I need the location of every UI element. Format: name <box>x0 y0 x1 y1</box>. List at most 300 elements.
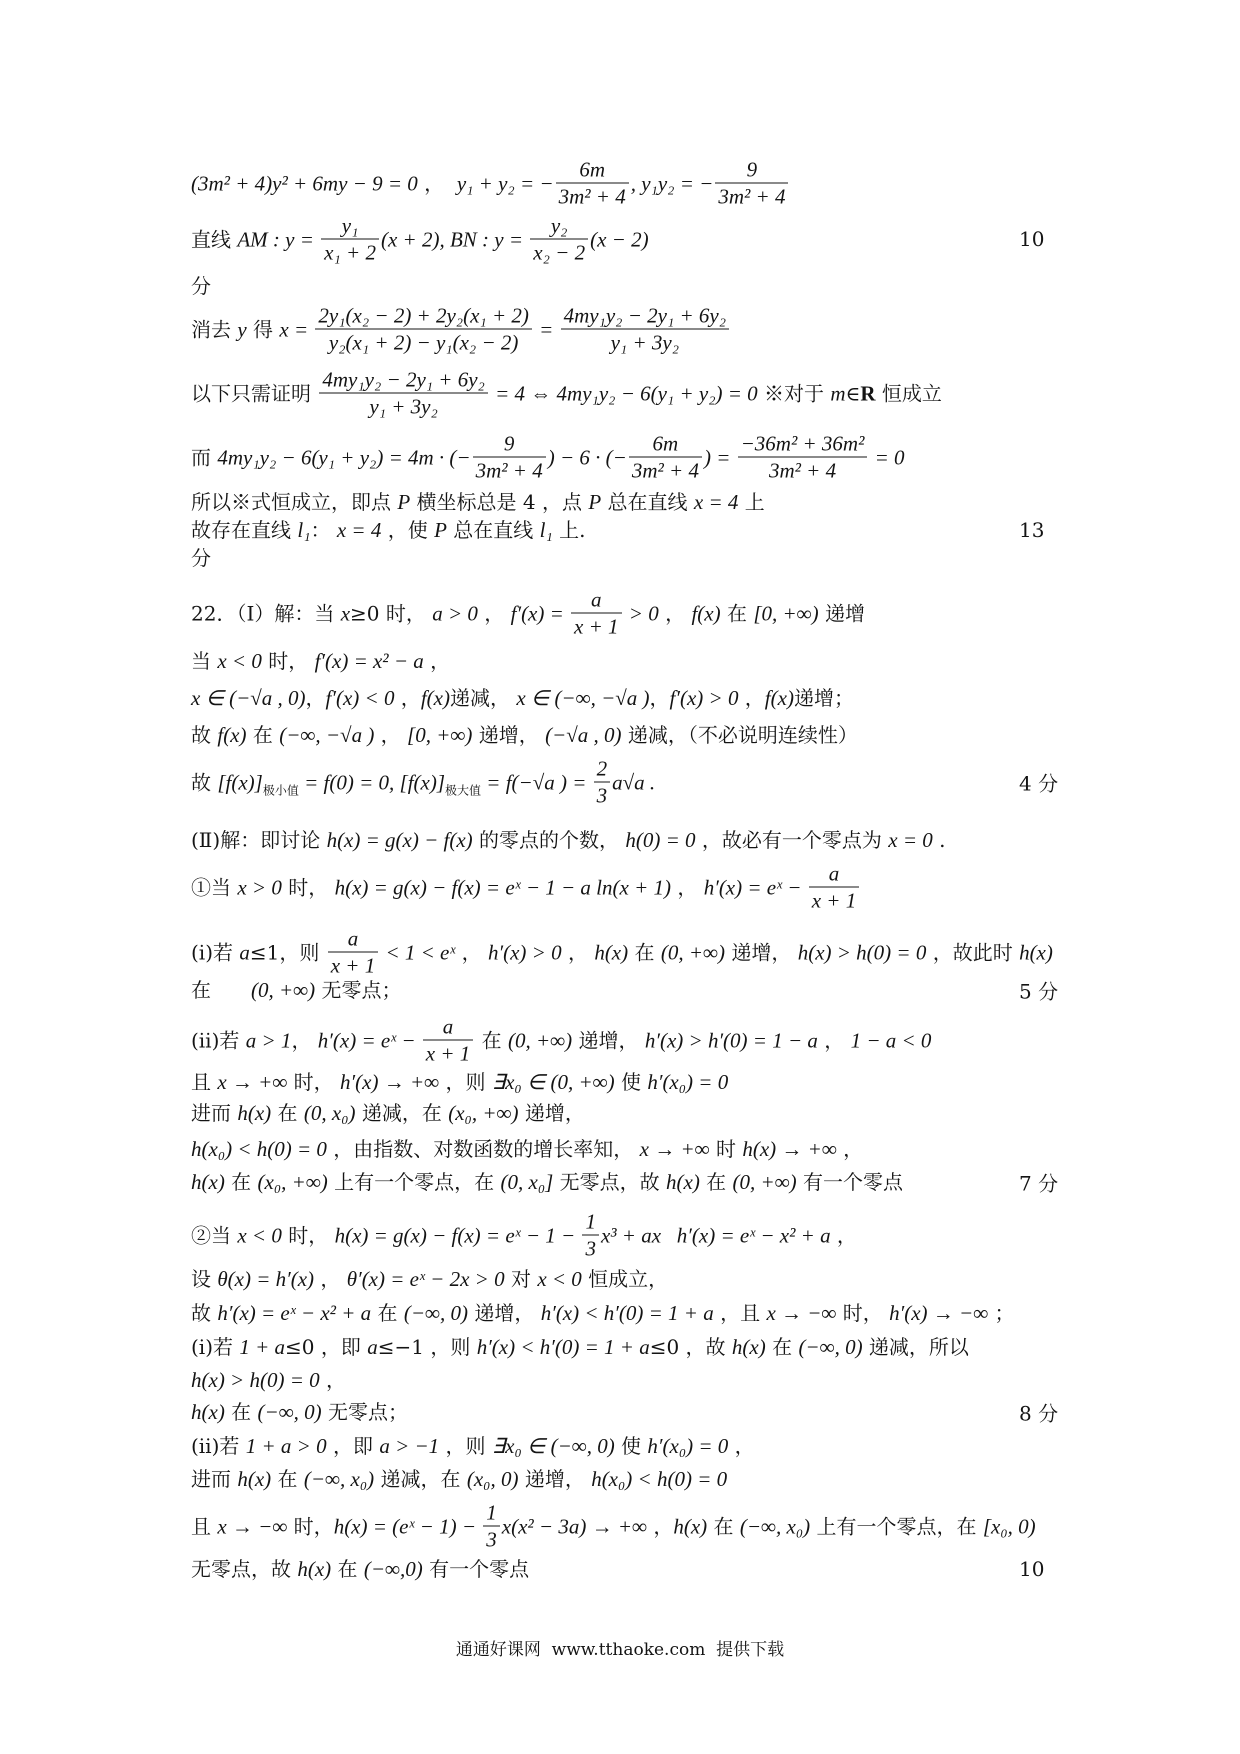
text-segment: ， <box>423 649 451 673</box>
text-segment: ≥0 时， <box>350 601 433 625</box>
fraction <box>556 158 629 209</box>
math-expression: (−√a , 0) <box>545 723 622 747</box>
math-expression: h′(x) = eˣ − <box>703 875 807 899</box>
text-segment: 在 <box>271 1101 304 1125</box>
text-line <box>191 827 946 853</box>
text-segment: 在 <box>371 1301 404 1325</box>
math-expression: h(x) = g(x) − f(x) = eˣ − 1 − a ln(x + 1) <box>334 875 671 899</box>
score-label: 5 分 <box>1019 979 1059 1004</box>
text-segment: 递增， <box>724 940 798 964</box>
math-expression: 1 + a > 0 <box>245 1434 327 1458</box>
text-segment: 且 <box>191 1070 218 1094</box>
math-expression: (x₀, 0) <box>466 1467 519 1491</box>
text-segment: 上有一个零点，在 <box>327 1170 501 1194</box>
math-expression: h′(x) → −∞ <box>889 1301 989 1325</box>
text-segment: 故 <box>191 723 218 747</box>
math-expression: h(x) <box>191 1400 225 1424</box>
math-expression: h(0) = 0 <box>625 828 696 852</box>
text-line <box>191 1334 969 1360</box>
text-segment: 无零点； <box>315 978 402 1002</box>
fraction-denominator: 3m² + 4 <box>768 458 837 483</box>
math-expression: (−∞, 0) <box>798 1335 863 1359</box>
math-expression: x < 0 <box>537 1267 582 1291</box>
text-segment: 所以※式恒成立，即点 <box>191 490 398 514</box>
text-segment: ，则 <box>439 1434 492 1458</box>
text-segment: ①当 <box>191 875 238 899</box>
fraction-denominator: y₂(x₁ + 2) − y₁(x₂ − 2) <box>328 330 519 355</box>
math-expression: ) − 6 · (− <box>547 445 627 469</box>
text-line <box>191 1367 346 1393</box>
fraction-denominator: 3 <box>486 1527 497 1552</box>
text-line <box>191 1266 668 1292</box>
math-expression: P <box>397 490 411 514</box>
math-expression: ) = <box>703 445 736 469</box>
text-line <box>191 862 861 913</box>
text-segment: (ⅱ)若 <box>191 1028 246 1052</box>
fraction-numerator: 6m <box>556 158 629 184</box>
math-expression: h(x) > h(0) = 0 <box>797 940 927 964</box>
math-expression: x³ + ax h′(x) = eˣ − x² + a <box>600 1223 831 1247</box>
text-segment: 递增， <box>468 1301 541 1325</box>
text-segment: ，则 <box>439 1070 492 1094</box>
math-expression: h′(x₀) = 0 <box>647 1070 729 1094</box>
text-line <box>191 214 649 265</box>
math-expression: f′(x) > 0 <box>669 686 739 710</box>
math-expression: h(x) <box>666 1170 700 1194</box>
fraction <box>594 757 611 808</box>
text-line <box>191 1399 408 1425</box>
text-segment: 对 <box>504 1267 538 1291</box>
text-segment: 故 <box>191 1301 218 1325</box>
text-segment: 时， <box>287 1514 334 1538</box>
math-expression: (−∞, 0) <box>403 1301 468 1325</box>
text-segment: (ⅰ)若 <box>191 940 240 964</box>
fraction-numerator: 4my₁y₂ − 2y₁ + 6y₂ <box>561 304 730 330</box>
text-segment: ， <box>319 1368 346 1392</box>
text-segment: ， <box>291 1028 318 1052</box>
text-line <box>191 1433 755 1459</box>
text-line <box>191 927 1053 978</box>
text-segment: 总在直线 <box>601 490 694 514</box>
text-segment: 上有一个零点，在 <box>810 1514 983 1538</box>
text-segment: ≤0 ，即 <box>285 1335 368 1359</box>
text-segment: 上. <box>552 518 586 542</box>
math-expression: h(x) → +∞ <box>742 1137 837 1161</box>
text-segment: 递减， <box>449 686 517 710</box>
text-segment: ，故此时 <box>926 940 1020 964</box>
subscript-label: 极小值 <box>262 783 299 797</box>
math-expression: [f(x)] <box>217 770 263 794</box>
math-expression: (0, x₀] <box>500 1170 554 1194</box>
text-segment: ； <box>988 1301 1015 1325</box>
score-label: 4 分 <box>1019 771 1059 796</box>
fraction-numerator: a <box>423 1015 474 1041</box>
math-expression: 4my₁y₂ − 6(y₁ + y₂) = 4m · (− <box>217 445 471 469</box>
text-segment: 得 <box>246 317 280 341</box>
math-expression: a > 1 <box>245 1028 292 1052</box>
fraction-numerator: 2y₁(x₂ − 2) + 2y₂(x₁ + 2) <box>315 304 531 330</box>
text-segment: 在 <box>246 723 280 747</box>
text-line <box>191 158 790 209</box>
text-segment: 在 <box>765 1335 799 1359</box>
fraction-denominator: 3 <box>596 783 608 808</box>
text-line <box>191 757 655 808</box>
math-expression: 1 − a < 0 <box>850 1028 932 1052</box>
math-expression: (−∞, 0) <box>257 1400 322 1424</box>
text-line <box>191 304 731 355</box>
math-expression: P <box>588 490 602 514</box>
math-expression: ∃x₀ ∈ (−∞, 0) <box>491 1434 615 1458</box>
text-line <box>191 432 905 483</box>
footer-text: 通通好课网 www.tthaoke.com 提供下载 <box>455 1640 785 1660</box>
text-segment: 无零点； <box>321 1400 409 1424</box>
text-segment: 22．（Ⅰ）解：当 <box>191 601 341 625</box>
text-segment: 在 <box>271 1467 304 1491</box>
math-expression: x → −∞ <box>217 1514 288 1538</box>
math-expression: f(x) <box>691 601 721 625</box>
math-expression: h′(x) < h′(0) = 1 + a <box>540 1301 714 1325</box>
text-segment: 在 <box>331 1557 364 1581</box>
text-segment: ≤−1 ，则 <box>377 1335 477 1359</box>
fraction-numerator: 1 <box>582 1210 599 1236</box>
math-expression: h(x) <box>191 1170 225 1194</box>
math-expression: h(x₀) < h(0) = 0 <box>191 1137 327 1161</box>
math-expression: h(x) <box>1019 940 1053 964</box>
text-segment: 故存在直线 <box>191 518 298 542</box>
bold-symbol: R <box>860 381 876 405</box>
fraction-denominator: 3m² + 4 <box>631 458 699 483</box>
text-segment: ， <box>738 686 765 710</box>
fraction-denominator: x₁ + 2 <box>324 240 376 265</box>
text-line <box>191 1556 529 1582</box>
math-expression: y₁ + y₂ = − <box>456 171 554 195</box>
text-segment: 无零点，故 <box>553 1170 667 1194</box>
text-segment: 当 <box>191 649 218 673</box>
text-segment: ， <box>374 723 408 747</box>
fraction-numerator: a <box>328 927 379 953</box>
text-segment: ， <box>817 1028 851 1052</box>
text-segment: ， <box>830 1223 857 1247</box>
fraction-denominator: 3 <box>585 1236 596 1261</box>
fraction <box>561 304 730 355</box>
math-expression: a√a . <box>612 770 656 794</box>
fraction-denominator: x + 1 <box>330 953 376 978</box>
math-expression: (0, +∞) <box>508 1028 573 1052</box>
math-expression: a > 0 <box>432 601 478 625</box>
math-expression: h(x) <box>594 940 629 964</box>
math-expression: [0, +∞) <box>753 601 819 625</box>
text-segment: 上 <box>738 490 765 514</box>
math-expression: = 0 <box>869 445 905 469</box>
text-segment: (Ⅱ)解：即讨论 <box>191 828 327 852</box>
fraction <box>473 432 546 483</box>
text-segment: 时， <box>287 1070 341 1094</box>
text-line <box>191 489 765 515</box>
math-expression: h(x) <box>297 1557 332 1581</box>
text-segment: 使 <box>614 1070 648 1094</box>
text-segment: 时， <box>281 1223 335 1247</box>
text-segment: 在 <box>191 978 251 1002</box>
fraction <box>423 1015 474 1066</box>
text-segment: 时， <box>281 875 335 899</box>
text-segment: 在 <box>224 1170 258 1194</box>
text-segment: 递增； <box>793 686 854 710</box>
text-segment: 在 <box>720 601 754 625</box>
text-line <box>191 1300 1015 1326</box>
text-segment: 递增， <box>518 1467 592 1491</box>
fraction-denominator: x + 1 <box>574 614 619 639</box>
math-expression: a > −1 <box>379 1434 440 1458</box>
math-expression: x(x² − 3a) → +∞ <box>501 1514 647 1538</box>
text-segment: 的零点的个数， <box>472 828 626 852</box>
fraction-numerator: a <box>809 862 860 888</box>
text-line <box>191 648 450 674</box>
fraction <box>629 432 702 483</box>
text-segment: 时， <box>836 1301 890 1325</box>
math-expression: a <box>239 940 250 964</box>
math-expression: [0, +∞) <box>407 723 473 747</box>
text-line <box>191 722 858 748</box>
fraction-denominator: 3m² + 4 <box>558 184 626 209</box>
math-expression: = <box>533 317 559 341</box>
fraction <box>571 588 622 639</box>
math-expression: h(x₀) < h(0) = 0 <box>591 1467 728 1491</box>
math-expression: x ∈ (−√a , 0) <box>191 686 306 710</box>
text-segment: 在 <box>699 1170 733 1194</box>
text-line <box>191 1501 1036 1552</box>
math-expression: h(x) <box>237 1467 272 1491</box>
text-segment: ，即 <box>326 1434 380 1458</box>
text-segment: ， <box>305 686 326 710</box>
math-expression: x → −∞ <box>766 1301 837 1325</box>
math-expression: (−∞, −√a ) <box>279 723 375 747</box>
math-expression: , y₁y₂ = − <box>630 171 714 195</box>
fraction-denominator: x + 1 <box>425 1041 471 1066</box>
fraction <box>715 158 788 209</box>
math-expression: m <box>830 381 846 405</box>
math-expression: y <box>237 317 247 341</box>
text-segment: ，故必有一个零点为 <box>695 828 889 852</box>
text-segment: 恒成立， <box>581 1267 669 1291</box>
text-line <box>191 1466 727 1492</box>
text-line <box>191 1015 931 1066</box>
text-segment: 且 <box>191 1514 218 1538</box>
text-segment: ， <box>455 940 489 964</box>
math-expression: x → +∞ <box>639 1137 710 1161</box>
fraction <box>315 304 531 355</box>
text-segment: ，使 <box>381 518 435 542</box>
text-segment: 时， <box>261 649 315 673</box>
math-expression: x > 0 <box>237 875 282 899</box>
math-expression: = f(−√a ) = <box>481 770 592 794</box>
text-segment: 恒成立 <box>875 381 942 405</box>
math-expression: θ′(x) = eˣ − 2x > 0 <box>346 1267 505 1291</box>
text-segment: 递减，（不必说明连续性） <box>621 723 858 747</box>
text-line <box>191 273 211 299</box>
math-expression: f′(x) = x² − a <box>314 649 424 673</box>
math-expression: f(x) <box>764 686 794 710</box>
math-expression: f′(x) < 0 <box>325 686 395 710</box>
math-expression: (0, +∞) <box>732 1170 797 1194</box>
fraction-numerator: a <box>571 588 622 614</box>
math-expression: h′(x) → +∞ <box>340 1070 440 1094</box>
math-expression: h′(x) > h′(0) = 1 − a <box>644 1028 818 1052</box>
math-expression: f(x) <box>420 686 450 710</box>
math-expression: l₁ <box>297 518 311 542</box>
fraction-denominator: y₁ + 3y₂ <box>610 330 680 355</box>
fraction <box>321 214 379 265</box>
text-segment: 递减，所以 <box>862 1335 969 1359</box>
text-segment: 以下只需证明 <box>191 381 318 405</box>
text-segment: ： <box>310 518 337 542</box>
math-expression: h(x) = g(x) − f(x) = eˣ − 1 − <box>334 1223 581 1247</box>
text-segment: ， <box>836 1137 864 1161</box>
text-segment: 递增， <box>518 1101 585 1125</box>
text-segment: ∈ <box>845 381 861 405</box>
fraction-numerator: 9 <box>715 158 788 184</box>
text-segment: ， <box>561 940 595 964</box>
score-label: 8 分 <box>1019 1401 1059 1426</box>
text-segment: ≤0 ，故 <box>649 1335 732 1359</box>
text-line <box>191 1100 585 1126</box>
text-segment: 分 <box>191 274 211 298</box>
math-expression: h(x) <box>237 1101 272 1125</box>
text-segment: 无零点，故 <box>191 1557 298 1581</box>
text-segment: 递减，在 <box>355 1101 449 1125</box>
text-segment: ②当 <box>191 1223 238 1247</box>
text-segment: ， <box>394 686 421 710</box>
fraction-numerator: 2 <box>594 757 611 783</box>
text-segment: 递增， <box>472 723 546 747</box>
math-expression: x = 4 <box>336 518 382 542</box>
fraction <box>328 927 379 978</box>
text-segment: 递增 <box>818 601 865 625</box>
text-line <box>191 368 942 419</box>
text-segment: 使 <box>614 1434 648 1458</box>
math-expression: h′(x) > 0 <box>488 940 562 964</box>
math-expression: P <box>434 518 447 542</box>
math-expression: h(x) <box>731 1335 766 1359</box>
math-expression: h′(x) < h′(0) = 1 + a <box>476 1335 650 1359</box>
math-expression: (0, x₀) <box>303 1101 356 1125</box>
text-segment: 总在直线 <box>446 518 540 542</box>
text-segment: ，由指数、对数函数的增长率知， <box>326 1137 640 1161</box>
fraction-numerator: 9 <box>473 432 546 458</box>
text-segment: ≤1，则 <box>249 940 326 964</box>
text-segment: 在 <box>628 940 661 964</box>
text-segment: 进而 <box>191 1101 238 1125</box>
text-segment: ， <box>649 686 670 710</box>
math-expression: (0, +∞) <box>660 940 725 964</box>
math-expression: x = 0 <box>888 828 933 852</box>
subscript-label: 极大值 <box>445 783 482 797</box>
math-expression: x ∈ (−∞, −√a ) <box>516 686 650 710</box>
text-line <box>191 1069 728 1095</box>
text-line <box>191 685 854 711</box>
fraction-numerator: 6m <box>629 432 702 458</box>
math-expression: AM : y = <box>237 227 320 251</box>
math-expression: h′(x) = eˣ − <box>317 1028 421 1052</box>
text-segment: 横坐标总是 4 ，点 <box>410 490 589 514</box>
math-expression: = 4 ⇔ 4my₁y₂ − 6(y₁ + y₂) = 0 <box>489 381 758 405</box>
text-segment: 有一个零点 <box>422 1557 530 1581</box>
math-expression: x < 0 <box>237 1223 282 1247</box>
text-segment: (ⅱ)若 <box>191 1434 246 1458</box>
math-expression: h(x) > h(0) = 0 <box>191 1368 320 1392</box>
text-segment: 而 <box>191 445 218 469</box>
score-label: 7 分 <box>1019 1171 1059 1196</box>
math-expression: (0, +∞) <box>251 978 316 1002</box>
fraction-numerator: y₁ <box>321 214 379 240</box>
fraction-numerator: −36m² + 36m² <box>738 432 868 458</box>
math-expression: (x₀, +∞) <box>257 1170 328 1194</box>
math-expression: (−∞, x₀) <box>303 1467 375 1491</box>
text-segment: ， <box>417 171 457 195</box>
text-segment: ※对于 <box>757 381 831 405</box>
text-segment: 时 <box>709 1137 743 1161</box>
text-segment: ，且 <box>713 1301 767 1325</box>
text-segment: ， <box>728 1434 755 1458</box>
math-expression: f(x) <box>217 723 247 747</box>
math-expression: = f(0) = 0, [f(x)] <box>298 770 446 794</box>
fraction <box>738 432 868 483</box>
fraction-denominator: 3m² + 4 <box>475 458 543 483</box>
math-expression: h(x) = (eˣ − 1) − <box>333 1514 482 1538</box>
score-label: 10 <box>1019 1557 1045 1581</box>
text-segment: 消去 <box>191 317 238 341</box>
math-expression: h(x) <box>673 1514 708 1538</box>
text-segment: 直线 <box>191 227 238 251</box>
fraction-numerator: y₂ <box>530 214 588 240</box>
math-expression: x < 0 <box>217 649 262 673</box>
text-line <box>191 517 585 543</box>
text-line <box>191 1169 903 1195</box>
text-segment: 递增， <box>572 1028 645 1052</box>
text-segment: 分 <box>191 546 211 570</box>
fraction <box>319 368 488 419</box>
math-expression: (x − 2) <box>590 227 649 251</box>
text-segment: ， <box>647 1514 674 1538</box>
fraction-numerator: 1 <box>483 1501 500 1527</box>
math-expression: (−∞,0) <box>363 1557 423 1581</box>
math-expression: x → +∞ <box>217 1070 288 1094</box>
fraction-denominator: x₂ − 2 <box>533 240 586 265</box>
math-expression: (−∞, x₀) <box>739 1514 811 1538</box>
fraction-denominator: 3m² + 4 <box>718 184 786 209</box>
text-segment: 在 <box>224 1400 258 1424</box>
text-line <box>191 545 211 571</box>
text-segment: (ⅰ)若 <box>191 1335 240 1359</box>
text-line <box>191 977 402 1003</box>
text-segment: ， <box>477 601 511 625</box>
math-expression: 1 + a <box>239 1335 286 1359</box>
fraction <box>809 862 860 913</box>
math-expression: (x + 2), BN : y = <box>380 227 529 251</box>
math-expression: (x₀, +∞) <box>448 1101 519 1125</box>
fraction <box>483 1501 500 1552</box>
fraction-denominator: y₁ + 3y₂ <box>369 394 438 419</box>
text-segment: ， <box>671 875 704 899</box>
text-segment: 进而 <box>191 1467 238 1491</box>
math-expression: [x₀, 0) <box>982 1514 1036 1538</box>
text-segment: ， <box>658 601 692 625</box>
math-expression: f′(x) = <box>510 601 570 625</box>
math-expression: h′(x) = eˣ − x² + a <box>217 1301 372 1325</box>
score-label: 13 <box>1019 518 1045 542</box>
fraction-numerator: 4my₁y₂ − 2y₁ + 6y₂ <box>319 368 488 394</box>
fraction <box>530 214 588 265</box>
math-expression: ∃x₀ ∈ (0, +∞) <box>491 1070 615 1094</box>
